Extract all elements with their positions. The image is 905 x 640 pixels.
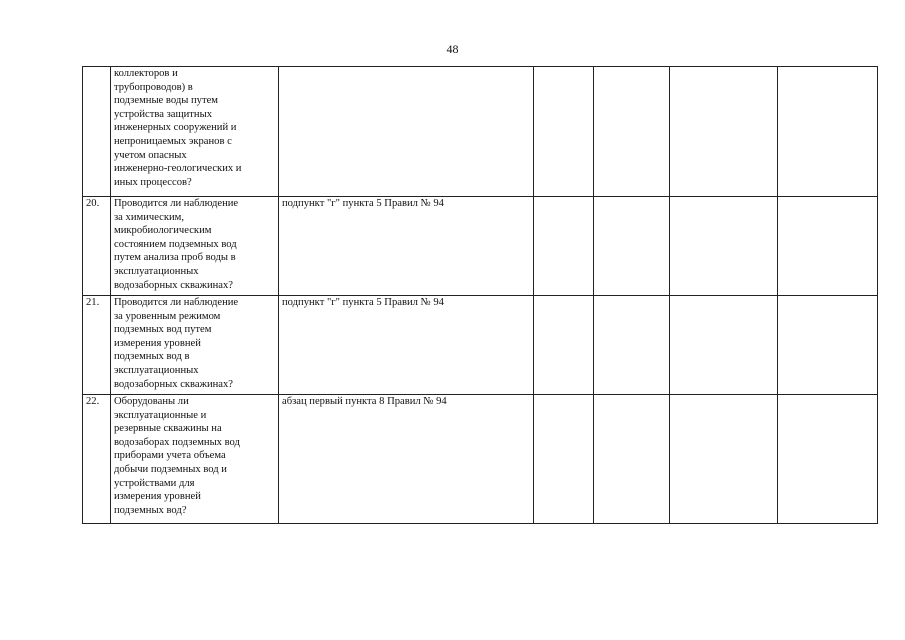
notes-cell [778,197,878,296]
notes-cell [778,395,878,524]
row-number: 21. [83,296,111,395]
row-number: 20. [83,197,111,296]
answer-yes-cell [534,197,594,296]
notes-cell [778,296,878,395]
reference-cell: абзац первый пункта 8 Правил № 94 [279,395,534,524]
table-row [83,296,878,395]
answer-no-cell [594,296,670,395]
question-cell: коллекторов и трубопроводов) в подземные воды путем устройства защитных инженерных сооружений и непроницаемых экранов с учетом опасных инженерно-геологических и иных процессов? [111,67,279,197]
answer-no-cell [594,67,670,197]
answer-yes-cell [534,296,594,395]
answer-na-cell [670,296,778,395]
table-row [83,395,878,524]
answer-na-cell [670,67,778,197]
answer-yes-cell [534,395,594,524]
answer-no-cell [594,197,670,296]
answer-na-cell [670,197,778,296]
reference-cell: подпункт "г" пункта 5 Правил № 94 [279,296,534,395]
reference-cell: подпункт "г" пункта 5 Правил № 94 [279,197,534,296]
question-cell: Проводится ли наблюдение за уровенным режимом подземных вод путем измерения уровней подземных вод в эксплуатационных водозаборных скважинах? [111,296,279,395]
question-cell: Проводится ли наблюдение за химическим, микробиологическим состоянием подземных вод путем анализа проб воды в эксплуатационных водозаборных скважинах? [111,197,279,296]
table-row [83,197,878,296]
row-number [83,67,111,197]
table-row [83,67,878,197]
notes-cell [778,67,878,197]
answer-na-cell [670,395,778,524]
answer-no-cell [594,395,670,524]
row-number: 22. [83,395,111,524]
answer-yes-cell [534,67,594,197]
checklist-table [82,66,878,524]
page-number: 48 [446,42,459,56]
reference-cell [279,67,534,197]
question-cell: Оборудованы ли эксплуатационные и резервные скважины на водозаборах подземных вод приборами учета объема добычи подземных вод и устройствами для измерения уровней подземных вод? [111,395,279,524]
